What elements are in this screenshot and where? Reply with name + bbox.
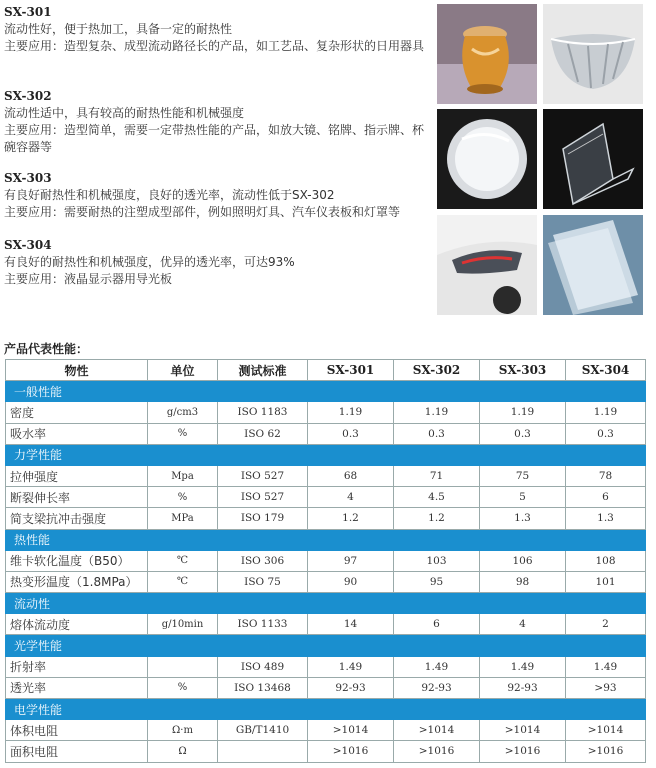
standard-cell (218, 741, 308, 762)
sx303-cell: 0.3 (480, 423, 566, 444)
property-cell: 断裂伸长率 (6, 487, 148, 508)
unit-cell: Ω·m (148, 720, 218, 741)
properties-table (5, 359, 646, 763)
grade-name: SX-304 (4, 238, 52, 252)
category-label: 电学性能 (6, 699, 646, 720)
property-cell: 吸水率 (6, 423, 148, 444)
sx302-cell: 95 (394, 571, 480, 592)
standard-cell: ISO 1183 (218, 402, 308, 423)
header-sx304: SX-304 (566, 360, 646, 381)
unit-cell: % (148, 487, 218, 508)
sx302-cell: 1.19 (394, 402, 480, 423)
sx304-cell: 101 (566, 571, 646, 592)
sx302-cell: 92-93 (394, 677, 480, 698)
category-row (6, 635, 646, 656)
sx304-cell: 1.49 (566, 656, 646, 677)
grade-block-sx304 (4, 237, 432, 288)
table-header-row (6, 360, 646, 381)
sx301-cell: 1.2 (308, 508, 394, 529)
property-cell: 熔体流动度 (6, 614, 148, 635)
property-cell: 体积电阻 (6, 720, 148, 741)
unit-cell: ℃ (148, 550, 218, 571)
standard-cell: ISO 527 (218, 487, 308, 508)
standard-cell: ISO 179 (218, 508, 308, 529)
table-row (6, 423, 646, 444)
standard-cell: GB/T1410 (218, 720, 308, 741)
grade-name: SX-302 (4, 89, 52, 103)
header-sx302: SX-302 (394, 360, 480, 381)
glass-bowl-image (543, 4, 643, 104)
table-row (6, 508, 646, 529)
property-cell: 热变形温度（1.8MPa） (6, 571, 148, 592)
sx302-cell: 6 (394, 614, 480, 635)
header-sx303: SX-303 (480, 360, 566, 381)
sx301-cell: 1.19 (308, 402, 394, 423)
table-row (6, 571, 646, 592)
category-label: 光学性能 (6, 635, 646, 656)
table-row (6, 487, 646, 508)
standard-cell: ISO 527 (218, 465, 308, 486)
unit-cell: g/cm3 (148, 402, 218, 423)
property-cell: 维卡软化温度（B50） (6, 550, 148, 571)
standard-cell: ISO 75 (218, 571, 308, 592)
sx301-cell: 1.49 (308, 656, 394, 677)
sx301-cell: 4 (308, 487, 394, 508)
sx301-cell: 97 (308, 550, 394, 571)
sx303-cell: >1016 (480, 741, 566, 762)
sx303-cell: 1.49 (480, 656, 566, 677)
property-cell: 简支梁抗冲击强度 (6, 508, 148, 529)
sx304-cell: 2 (566, 614, 646, 635)
sx304-cell: 1.19 (566, 402, 646, 423)
section-title: 产品代表性能： (4, 342, 89, 356)
unit-cell: % (148, 677, 218, 698)
table-row (6, 720, 646, 741)
sx303-cell: >1014 (480, 720, 566, 741)
sx301-cell: >1016 (308, 741, 394, 762)
sx303-cell: 1.3 (480, 508, 566, 529)
sx304-cell: >93 (566, 677, 646, 698)
unit-cell: Mpa (148, 465, 218, 486)
sx302-cell: 103 (394, 550, 480, 571)
sx301-cell: 90 (308, 571, 394, 592)
sx302-cell: 1.2 (394, 508, 480, 529)
table-row (6, 677, 646, 698)
property-cell: 透光率 (6, 677, 148, 698)
sx301-cell: >1014 (308, 720, 394, 741)
unit-cell: % (148, 423, 218, 444)
table-row (6, 550, 646, 571)
grade-name: SX-303 (4, 171, 52, 185)
table-row (6, 656, 646, 677)
header-property: 物性 (6, 360, 148, 381)
sx303-cell: 92-93 (480, 677, 566, 698)
acrylic-stand-image (543, 109, 643, 209)
sx304-cell: 78 (566, 465, 646, 486)
grade-description: 流动性好，便于热加工，具备一定的耐热性 (4, 22, 233, 36)
category-label: 热性能 (6, 529, 646, 550)
grade-description: 有良好耐热性和机械强度，良好的透光率，流动性低于SX-302 (4, 188, 335, 202)
unit-cell: g/10min (148, 614, 218, 635)
unit-cell (148, 656, 218, 677)
sx301-cell: 92-93 (308, 677, 394, 698)
amber-vase-image (437, 4, 537, 104)
property-cell: 面积电阻 (6, 741, 148, 762)
category-row (6, 699, 646, 720)
unit-cell: Ω (148, 741, 218, 762)
category-row (6, 444, 646, 465)
sx302-cell: 71 (394, 465, 480, 486)
sx304-cell: >1016 (566, 741, 646, 762)
sx302-cell: 0.3 (394, 423, 480, 444)
standard-cell: ISO 306 (218, 550, 308, 571)
unit-cell: MPa (148, 508, 218, 529)
property-cell: 折射率 (6, 656, 148, 677)
standard-cell: ISO 62 (218, 423, 308, 444)
grade-application: 主要应用：造型简单，需要一定带热性能的产品，如放大镜、铭牌、指示牌、杯碗容器等 (4, 123, 425, 154)
category-label: 力学性能 (6, 444, 646, 465)
grade-name: SX-301 (4, 5, 52, 19)
header-standard: 测试标准 (218, 360, 308, 381)
header-unit: 单位 (148, 360, 218, 381)
car-headlight-image (437, 215, 537, 315)
sx303-cell: 98 (480, 571, 566, 592)
sx302-cell: >1016 (394, 741, 480, 762)
white-plate-image (437, 109, 537, 209)
sx302-cell: 1.49 (394, 656, 480, 677)
sx303-cell: 4 (480, 614, 566, 635)
property-cell: 拉伸强度 (6, 465, 148, 486)
grade-block-sx301 (4, 4, 432, 55)
sx304-cell: >1014 (566, 720, 646, 741)
standard-cell: ISO 1133 (218, 614, 308, 635)
sx301-cell: 68 (308, 465, 394, 486)
sx304-cell: 108 (566, 550, 646, 571)
category-row (6, 529, 646, 550)
sx302-cell: >1014 (394, 720, 480, 741)
category-label: 流动性 (6, 593, 646, 614)
sx301-cell: 0.3 (308, 423, 394, 444)
table-row (6, 402, 646, 423)
grade-application: 主要应用：需要耐热的注塑成型部件，例如照明灯具、汽车仪表板和灯罩等 (4, 205, 401, 219)
sx303-cell: 1.19 (480, 402, 566, 423)
grade-block-sx302 (4, 88, 432, 156)
property-cell: 密度 (6, 402, 148, 423)
table-row (6, 614, 646, 635)
sx303-cell: 106 (480, 550, 566, 571)
category-row (6, 381, 646, 402)
sx301-cell: 14 (308, 614, 394, 635)
grade-application: 主要应用：造型复杂、成型流动路径长的产品，如工艺品、复杂形状的日用器具 (4, 39, 425, 53)
grade-description: 有良好的耐热性和机械强度，优异的透光率，可达93% (4, 255, 295, 269)
table-row (6, 741, 646, 762)
grade-description: 流动性适中，具有较高的耐热性能和机械强度 (4, 106, 245, 120)
standard-cell: ISO 13468 (218, 677, 308, 698)
sx304-cell: 0.3 (566, 423, 646, 444)
sx303-cell: 75 (480, 465, 566, 486)
category-label: 一般性能 (6, 381, 646, 402)
sx303-cell: 5 (480, 487, 566, 508)
grade-application: 主要应用：液晶显示器用导光板 (4, 272, 173, 286)
unit-cell: ℃ (148, 571, 218, 592)
header-sx301: SX-301 (308, 360, 394, 381)
light-guide-panel-image (543, 215, 643, 315)
sx304-cell: 6 (566, 487, 646, 508)
grade-block-sx303 (4, 170, 432, 221)
table-row (6, 465, 646, 486)
sx302-cell: 4.5 (394, 487, 480, 508)
sx304-cell: 1.3 (566, 508, 646, 529)
category-row (6, 593, 646, 614)
standard-cell: ISO 489 (218, 656, 308, 677)
